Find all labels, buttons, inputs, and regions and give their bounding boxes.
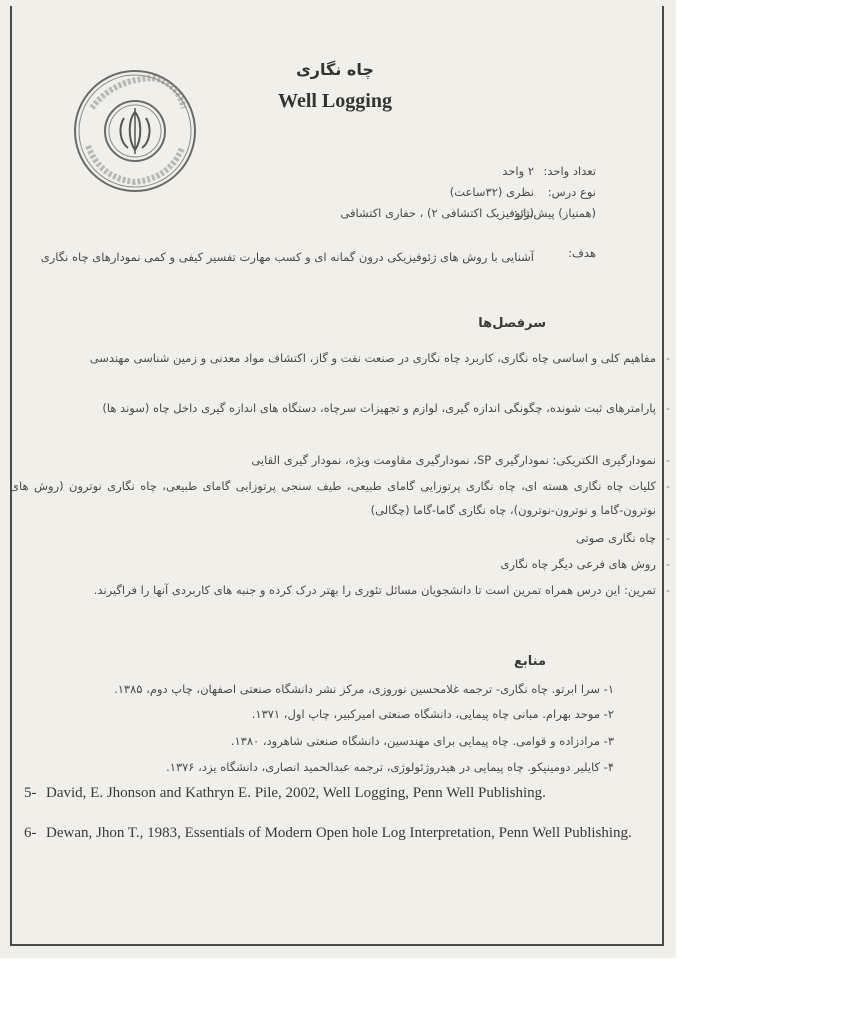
reference-number: 6-	[24, 825, 37, 841]
reference-item: ۳- مرادزاده و قوامی. چاه پیمایی برای مهندسین، دانشگاه صنعتی شاهرود، ۱۳۸۰.	[230, 734, 614, 748]
list-bullet: -	[665, 583, 670, 597]
list-bullet: -	[665, 351, 670, 365]
topic-text: کلیات چاه نگاری هسته ای، چاه نگاری پرتوزایی گامای طبیعی، طیف سنجی پرتوزایی گامای طبیعی، چاه نگاری نوترون (روش های نوترون-گاما و نوترون-نوترون)، چاه نگاری گاما-گاما (چگالی)	[10, 479, 656, 517]
reference-item	[24, 824, 646, 842]
info-row-type	[0, 185, 676, 205]
list-item	[10, 346, 670, 370]
list-item	[10, 552, 670, 576]
reference-item	[24, 784, 646, 802]
list-bullet: -	[665, 401, 670, 415]
topics-heading: سرفصل‌ها	[478, 316, 546, 331]
list-bullet: -	[665, 557, 670, 571]
list-bullet: -	[665, 453, 670, 467]
course-title-persian: چاه نگاری	[296, 60, 374, 79]
list-bullet: -	[665, 531, 670, 545]
reference-text: Dewan, Jhon T., 1983, Essentials of Modern Open hole Log Interpretation, Penn Well Publishing.	[46, 825, 632, 841]
topic-text: پارامترهای ثبت شونده، چگونگی اندازه گیری، لوازم و تجهیزات سرچاه، دستگاه های اندازه گیری داخل چاه (سوند ها)	[102, 401, 656, 415]
info-label: تعداد واحد:	[543, 164, 596, 178]
info-row-prerequisite	[0, 206, 676, 226]
info-label: نوع درس:	[547, 185, 596, 199]
goal-label: هدف:	[568, 246, 596, 260]
list-item	[10, 396, 670, 420]
topic-text: روش های فرعی دیگر چاه نگاری	[500, 557, 656, 571]
list-item	[10, 448, 670, 472]
list-item	[10, 578, 670, 602]
course-title-english: Well Logging	[278, 90, 392, 112]
topic-text: تمرین: این درس همراه تمرین است تا دانشجویان مسائل تئوری را بهتر درک کرده و جنبه های کاربردی آنها را فراگیرند.	[93, 583, 656, 597]
reference-item: ۲- موحد بهرام. مبانی چاه پیمایی، دانشگاه صنعتی امیرکبیر، چاپ اول، ۱۳۷۱.	[251, 707, 614, 721]
reference-number: 5-	[24, 785, 37, 801]
references-heading: منابع	[514, 654, 546, 669]
list-item	[10, 474, 670, 522]
topic-text: نمودارگیری الکتریکی: نمودارگیری SP، نمودارگیری مقاومت ویژه، نمودار گیری القایی	[251, 453, 656, 467]
goal-text: آشنایی با روش های ژئوفیزیکی درون گمانه ای و کسب مهارت تفسیر کیفی و کمی نمودارهای چاه نگاری	[40, 250, 534, 264]
reference-item: ۱- سرا ابرتو. چاه نگاری- ترجمه غلامحسین نوروزی، مرکز نشر دانشگاه صنعتی اصفهان، چاپ دوم، ۱۳۸۵.	[114, 682, 614, 696]
info-value: ۲ واحد	[502, 164, 534, 178]
topic-text: چاه نگاری صوتی	[575, 531, 656, 545]
topic-text: مفاهیم کلی و اساسی چاه نگاری، کاربرد چاه نگاری در صنعت نفت و گاز، اکتشاف مواد معدنی و زمین شناسی مهندسی	[89, 351, 656, 365]
info-label: (همنیاز) پیش‌نیاز:	[513, 206, 596, 220]
list-item	[10, 526, 670, 550]
info-row-units	[0, 164, 676, 184]
reference-text: David, E. Jhonson and Kathryn E. Pile, 2002, Well Logging, Penn Well Publishing.	[46, 785, 546, 801]
info-value: (ژئوفیزیک اکتشافی ۲) ، حفاری اکتشافی	[340, 206, 534, 220]
list-bullet: -	[665, 479, 670, 493]
reference-item: ۴- کایلیر دومینیکو. چاه پیمایی در هیدروژئولوژی، ترجمه عبدالحمید انصاری، دانشگاه یزد، ۱۳۷۶.	[166, 760, 614, 774]
info-value: نظری (۳۲ساعت)	[449, 185, 534, 199]
